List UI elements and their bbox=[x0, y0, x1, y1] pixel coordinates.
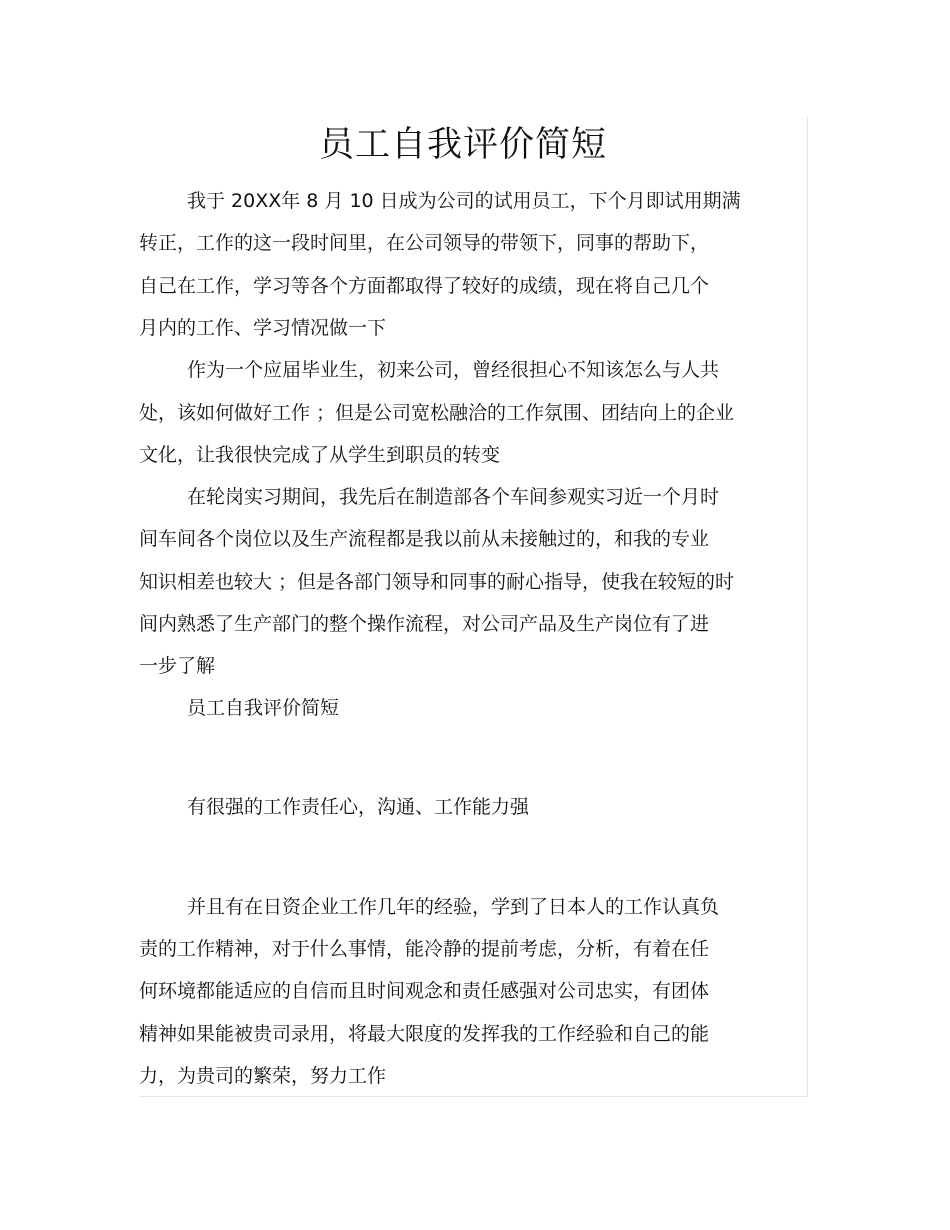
paragraph-line: 间内熟悉了生产部门的整个操作流程，对公司产品及生产岗位有了进 bbox=[139, 613, 710, 635]
paragraph-line: 有很强的工作责任心，沟通、工作能力强 bbox=[187, 796, 530, 818]
paragraph-line: 转正，工作的这一段时间里，在公司领导的带领下，同事的帮助下， bbox=[139, 232, 710, 254]
paragraph-line: 自己在工作，学习等各个方面都取得了较好的成绩，现在将自己几个 bbox=[139, 275, 710, 297]
paragraph-line: 并且有在日资企业工作几年的经验，学到了日本人的工作认真负 bbox=[187, 896, 720, 918]
paragraph-line: 力，为贵司的繁荣，努力工作 bbox=[139, 1065, 387, 1087]
paragraph-line: 间车间各个岗位以及生产流程都是我以前从未接触过的，和我的专业 bbox=[139, 528, 710, 550]
document-title: 员工自我评价简短 bbox=[318, 125, 607, 165]
paragraph-line: 文化，让我很快完成了从学生到职员的转变 bbox=[139, 444, 501, 466]
paragraph-line: 精神如果能被贵司录用，将最大限度的发挥我的工作经验和自己的能 bbox=[139, 1023, 710, 1045]
paragraph-line: 处，该如何做好工作 ；但是公司宽松融洽的工作氛围、团结向上的企业 bbox=[139, 402, 735, 424]
paragraph-line: 月内的工作、学习情况做一下 bbox=[139, 317, 387, 339]
paragraph-line: 我于 20XX年 8 月 10 日成为公司的试用员工，下个月即试用期满 bbox=[187, 190, 741, 212]
section-heading: 员工自我评价简短 bbox=[187, 697, 340, 719]
paragraph-line: 一步了解 bbox=[139, 655, 216, 677]
paragraph-line: 在轮岗实习期间，我先后在制造部各个车间参观实习近一个月时 bbox=[187, 486, 720, 508]
paragraph-line: 何环境都能适应的自信而且时间观念和责任感强对公司忠实，有团体 bbox=[139, 980, 710, 1002]
paragraph-line: 作为一个应届毕业生，初来公司，曾经很担心不知该怎么与人共 bbox=[187, 359, 720, 381]
paragraph-line: 知识相差也较大 ；但是各部门领导和同事的耐心指导，使我在较短的时 bbox=[139, 571, 735, 593]
paragraph-line: 责的工作精神，对于什么事情，能冷静的提前考虑，分析，有着在任 bbox=[139, 938, 710, 960]
